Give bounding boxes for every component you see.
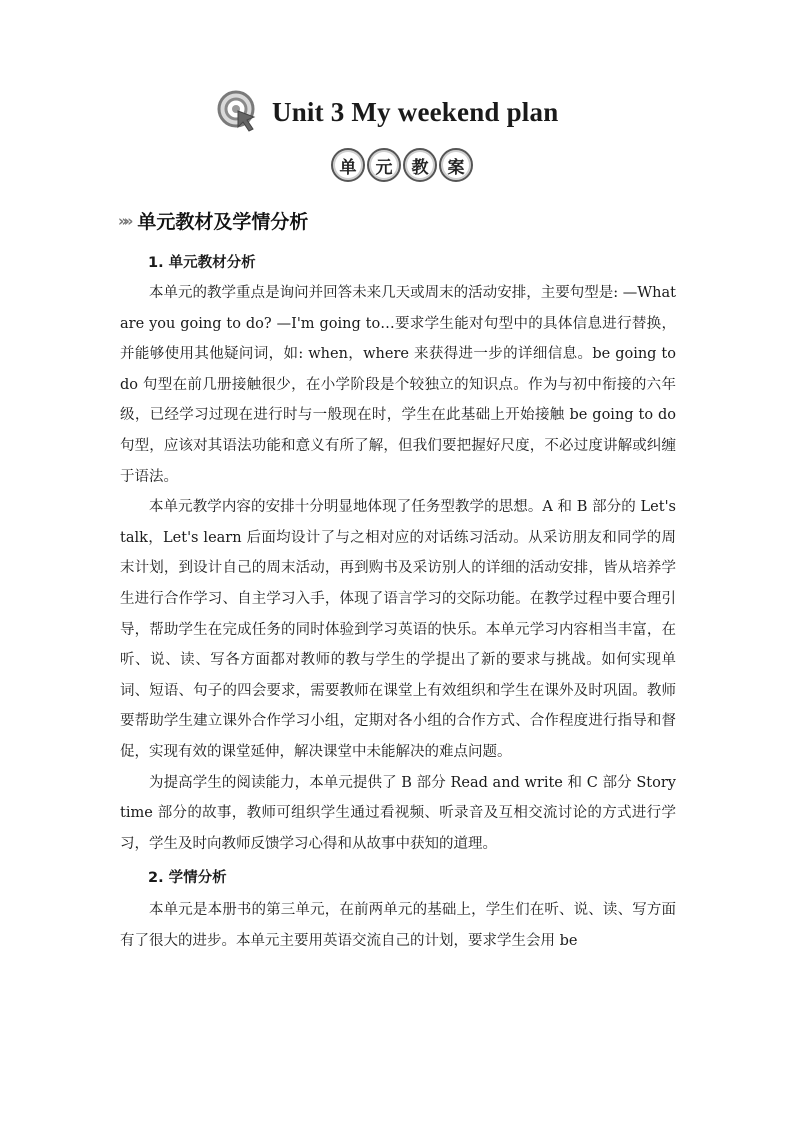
- section-header: [118, 207, 308, 234]
- paragraph: 本单元的教学重点是询问并回答未来几天或周末的活动安排，主要句型是: —What are you going to do? —I'm going to…要求学生能对句型中的具体信息进行替换，并能够使用其他疑问词，如: when，where 来获得进一步的详细信息。be going to do 句型在前几册接触很少，在小学阶段是个较独立的知识点。作为与初中衔接的六年级，已经学习过现在进行时与一般现在时，学生在此基础上开始接触 be going to do 句型，应该对其语法功能和意义有所了解，但我们要把握好尺度，不必过度讲解或纠缠于语法。: [120, 285, 676, 485]
- badge-char: 教: [403, 148, 437, 182]
- page-title: Unit 3 My weekend plan: [272, 96, 559, 127]
- badge-char: 案: [439, 148, 473, 182]
- section-title: 单元教材及学情分析: [137, 211, 309, 233]
- document-body: [120, 248, 676, 956]
- paragraph: 本单元教学内容的安排十分明显地体现了任务型教学的思想。A 和 B 部分的 Let's talk，Let's learn 后面均设计了与之相对应的对话练习活动。从采访朋友和同学的周末计划，到设计自己的周末活动，再到购书及采访别人的详细的活动安排，皆从培养学生进行合作学习、自主学习入手，体现了语言学习的交际功能。在教学过程中要合理引导，帮助学生在完成任务的同时体验到学习英语的快乐。本单元学习内容相当丰富，在听、说、读、写各方面都对教师的教与学生的学提出了新的要求与挑战。如何实现单词、短语、句子的四会要求，需要教师在课堂上有效组织和学生在课外及时巩固。教师要帮助学生建立课外合作学习小组，定期对各小组的合作方式、合作程度进行指导和督促，实现有效的课堂延伸，解决课堂中未能解决的难点问题。: [120, 499, 676, 760]
- badge-char: 单: [331, 148, 365, 182]
- paragraph: 为提高学生的阅读能力，本单元提供了 B 部分 Read and write 和 C 部分 Story time 部分的故事，教师可组织学生通过看视频、听录音及互相交流讨论的方式进行学习，学生及时向教师反馈学习心得和从故事中获知的道理。: [120, 774, 676, 852]
- unit-plan-badge: [331, 148, 473, 182]
- badge-char: 元: [367, 148, 401, 182]
- subsection-heading: 2. 学情分析: [148, 870, 227, 887]
- target-cursor-icon: [216, 89, 262, 135]
- double-chevron-icon: »»: [118, 211, 130, 230]
- title-row: [216, 88, 558, 136]
- subsection-heading: 1. 单元教材分析: [148, 255, 256, 271]
- paragraph: 本单元是本册书的第三单元，在前两单元的基础上，学生们在听、说、读、写方面有了很大的进步。本单元主要用英语交流自己的计划，要求学生会用 be: [120, 902, 676, 949]
